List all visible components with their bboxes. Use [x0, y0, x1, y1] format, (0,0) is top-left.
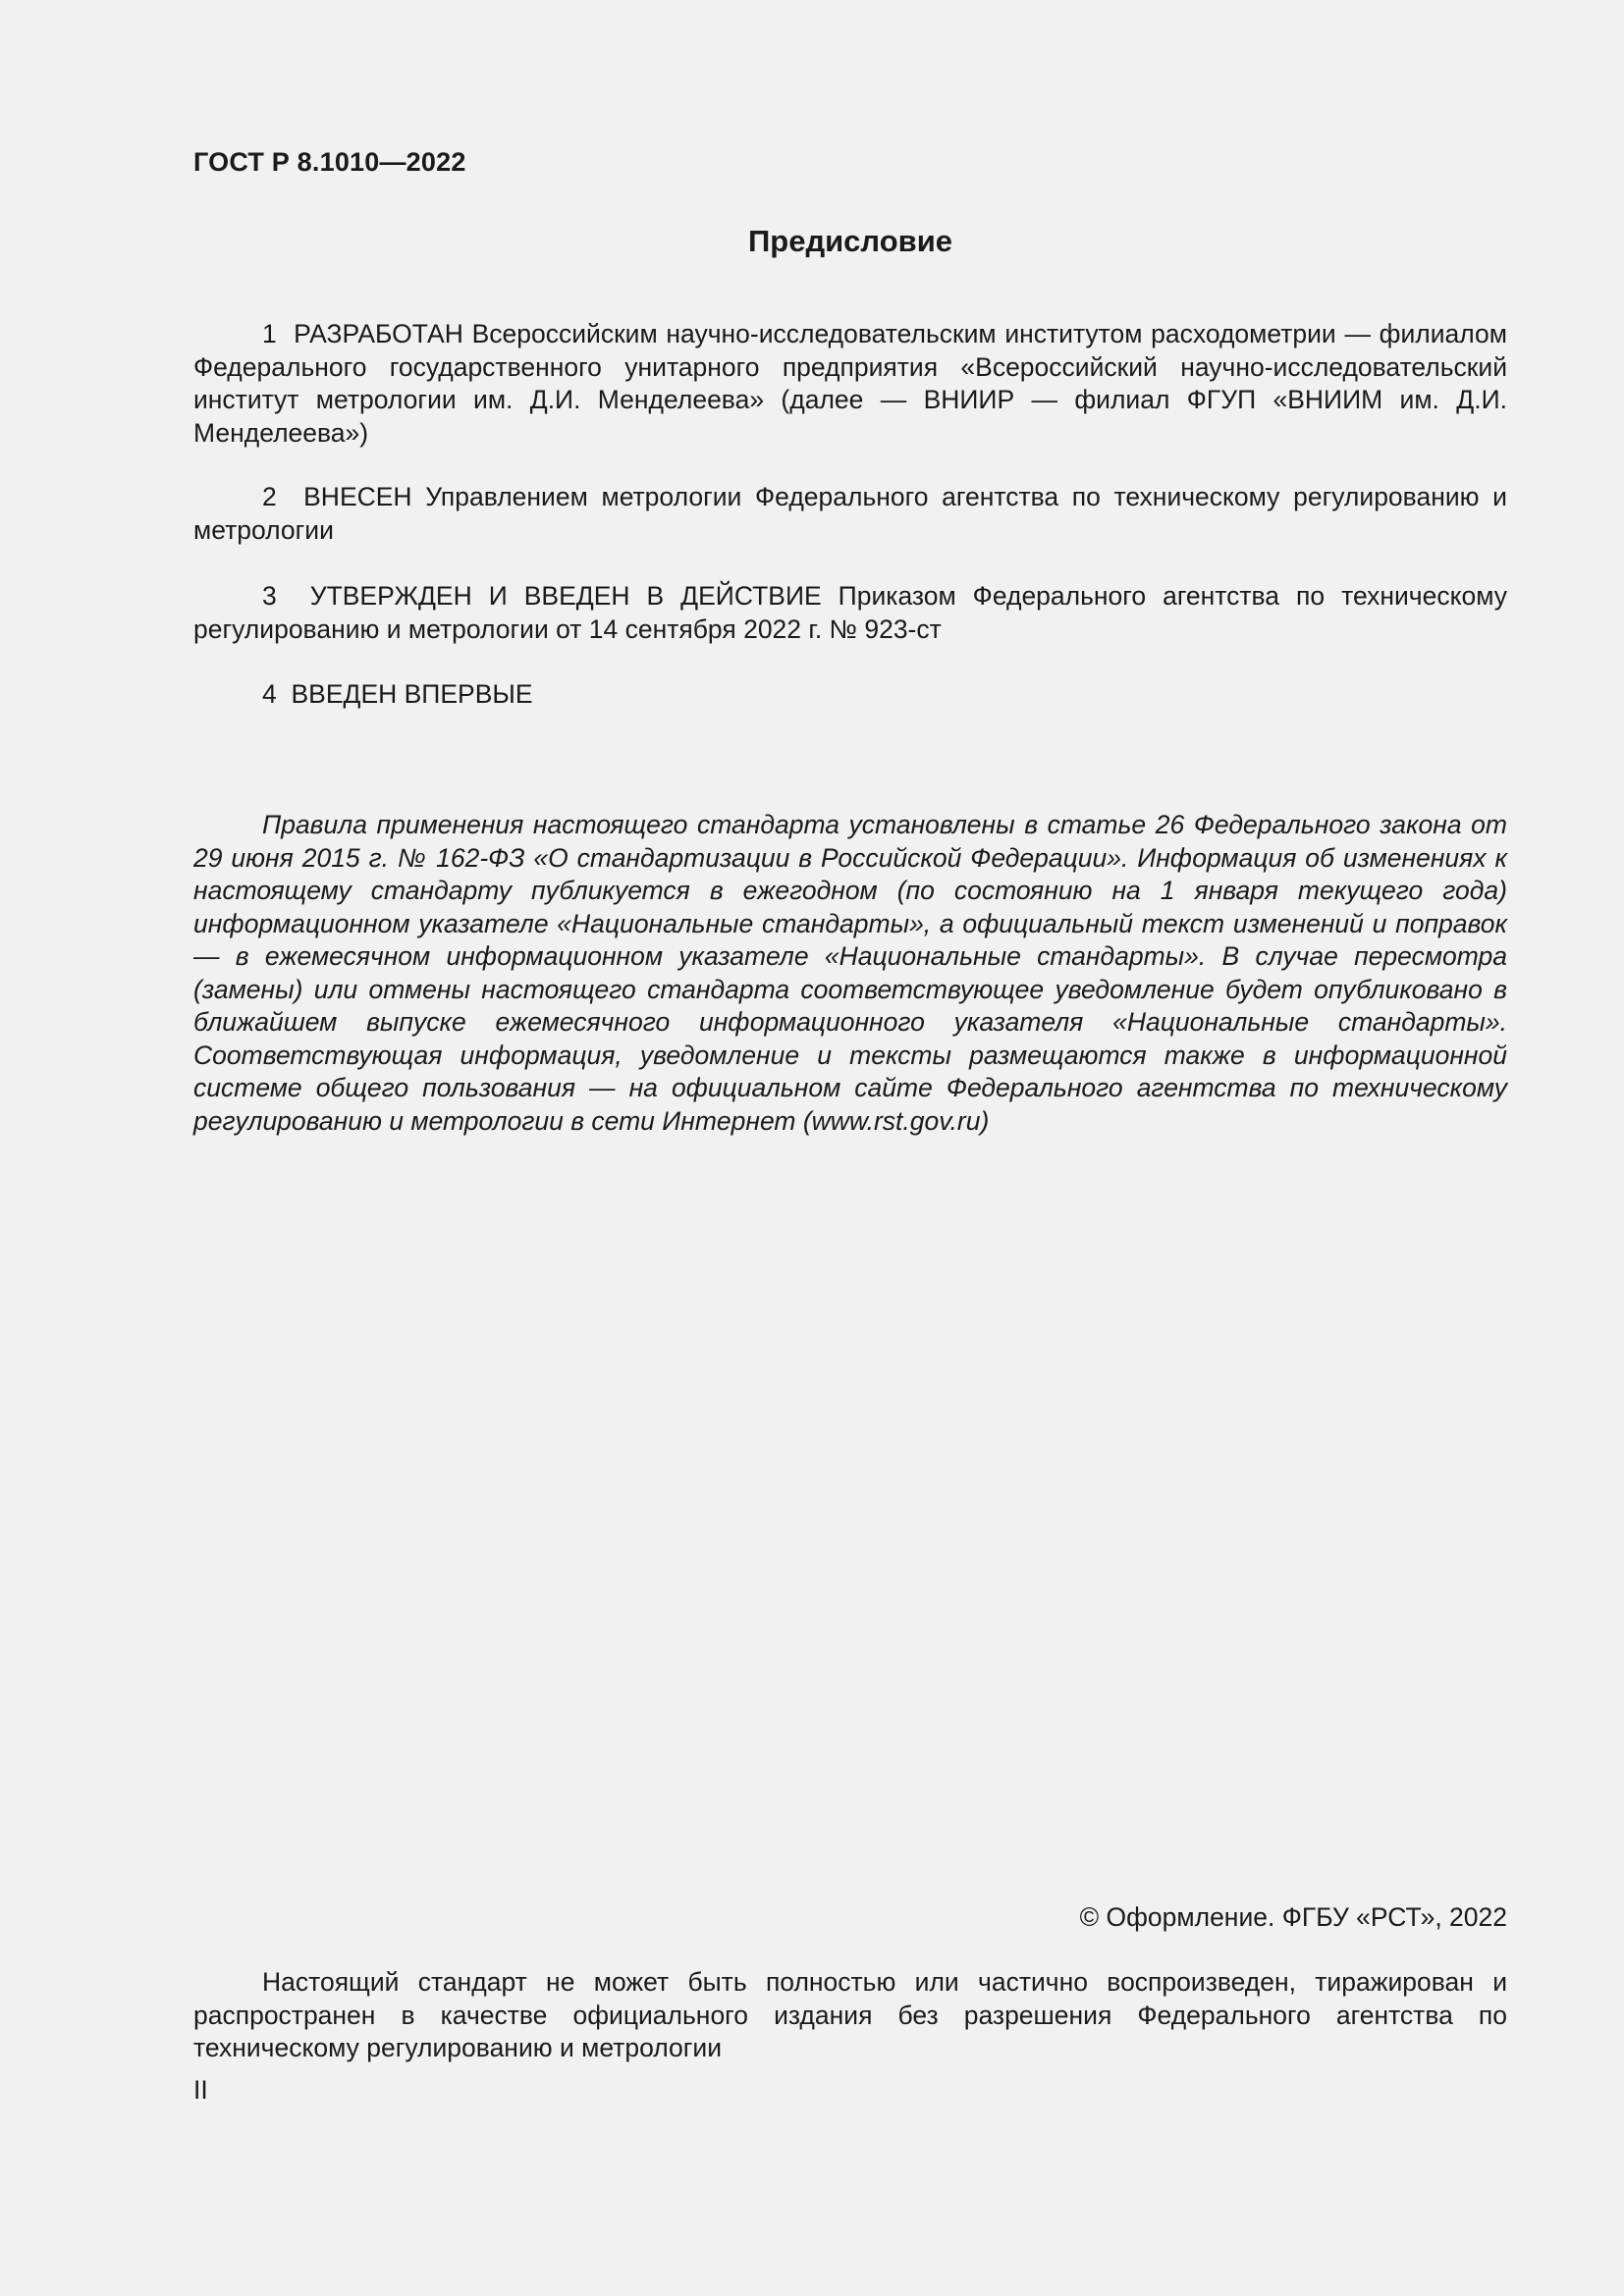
- foreword-item-2: [193, 481, 1507, 547]
- item-number: 3: [262, 581, 277, 611]
- reproduction-rights-notice: Настоящий стандарт не может быть полностью или частично воспроизведен, тиражирован и распространен в качестве официального издания без разрешения Федерального агентства по техническому регулированию и метрологии: [193, 1967, 1507, 2062]
- item-text: РАЗРАБОТАН Всероссийским научно-исследовательским институтом расходометрии — филиалом Федерального государственного унитарного предприятия «Всероссийский научно-исследовательский институт метрологии им. Д.И. Менделеева» (далее — ВНИИР — филиал ФГУП «ВНИИМ им. Д.И. Менделеева»): [193, 319, 1507, 448]
- foreword-item-1: [193, 318, 1507, 450]
- foreword-item-4: [193, 678, 1507, 712]
- document-code-header: ГОСТ Р 8.1010—2022: [193, 147, 466, 177]
- item-text: ВНЕСЕН Управлением метрологии Федерального агентства по техническому регулированию и метрологии: [193, 482, 1507, 545]
- copyright-line: © Оформление. ФГБУ «РСТ», 2022: [1079, 1902, 1507, 1932]
- item-number: 1: [262, 319, 277, 348]
- item-number: 4: [262, 679, 277, 709]
- item-text: УТВЕРЖДЕН И ВВЕДЕН В ДЕЙСТВИЕ Приказом Федерального агентства по техническому регулированию и метрологии от 14 сентября 2022 г. № 923-ст: [193, 581, 1507, 644]
- page-number: II: [193, 2075, 208, 2105]
- foreword-item-3: [193, 580, 1507, 646]
- application-rules-notice: Правила применения настоящего стандарта установлены в статье 26 Федерального закона от 29 июня 2015 г. № 162-ФЗ «О стандартизации в Российской Федерации». Информация об изменениях к настоящему стандарту публикуется в ежегодном (по состоянию на 1 января текущего года) информационном указателе «Национальные стандарты», а официальный текст изменений и поправок — в ежемесячном информационном указателе «Национальные стандарты». В случае пересмотра (замены) или отмены настоящего стандарта соответствующее уведомление будет опубликовано в ближайшем выпуске ежемесячного информационного указателя «Национальные стандарты». Соответствующая информация, уведомление и тексты размещаются также в информационной системе общего пользования — на официальном сайте Федерального агентства по техническому регулированию и метрологии в сети Интернет (www.rst.gov.ru): [193, 810, 1507, 1136]
- item-number: 2: [262, 482, 277, 511]
- page-title: Предисловие: [747, 224, 952, 258]
- item-text: ВВЕДЕН ВПЕРВЫЕ: [291, 679, 533, 709]
